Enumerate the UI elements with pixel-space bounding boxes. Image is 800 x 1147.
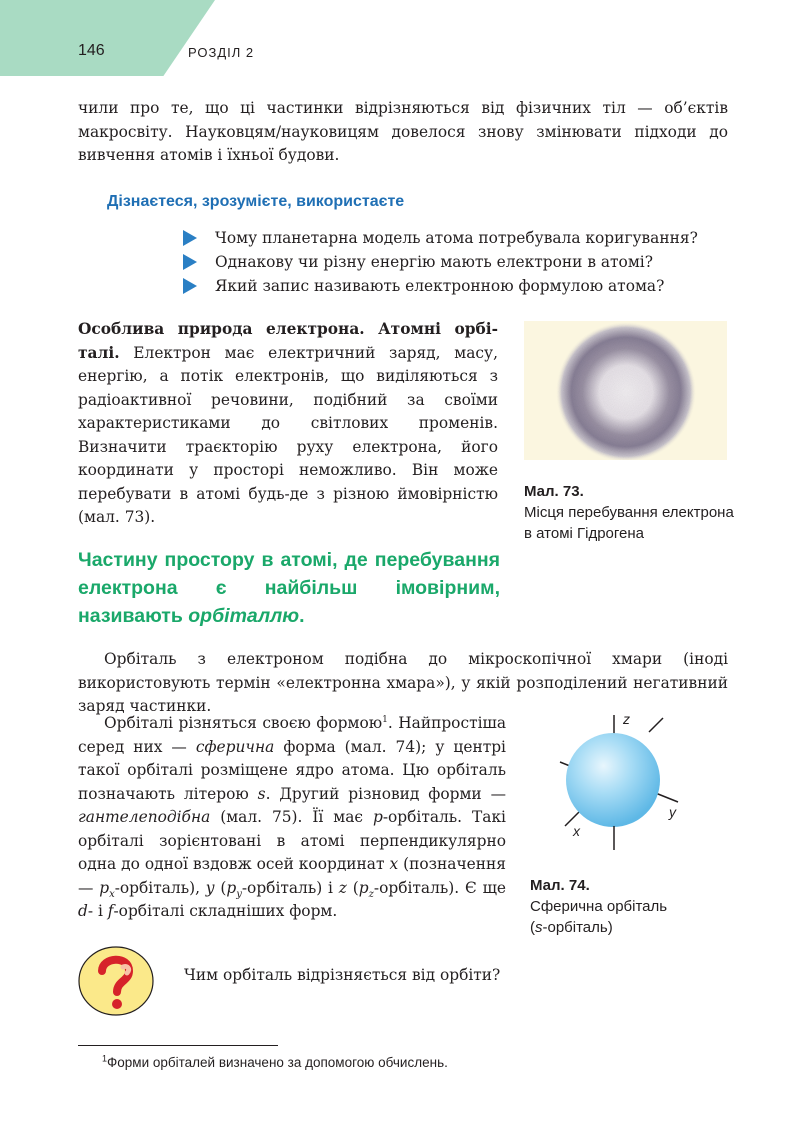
intro-paragraph: чили про те, що ці частинки відрізняються від фізичних тіл — об’єктів макросвіту. Науковцям/науковицям довелося знову змінювати підходи до вивчення атомів і їхньої будови.: [78, 99, 728, 164]
triangle-bullet-icon: [183, 230, 197, 246]
electron-paragraph: [78, 318, 498, 530]
orbital-paragraph-1: Орбіталь з електроном подібна до мікроскопічної хмари (іноді використовують термін «електронна хмара»), у якій розподілений негативний заряд частинки.: [78, 650, 728, 715]
figure-73-caption: [524, 481, 734, 544]
orbital-paragraph-2: Орбіталі різняться своєю формою$^1$. Найпростіша серед них — сферична форма (мал. 74); у центрі такої орбіталі розміщене ядро атома. Цю орбіталь позначають літерою s. Другий різновид форми — гантелеподібна (мал. 75). Її має p-орбіталь. Такі орбіталі зорієнтовані в атомі перпендикулярно одна до одної вздовж осей координат x (позначення — $p_x-орбіталь$), y $(p_y-орбіталь)$ і z $(p_z-орбіталь)$. Є ще d- і f-орбіталі складніших форм.: [78, 714, 506, 920]
learn-question-list: [183, 226, 743, 298]
footnote-divider: [78, 1045, 278, 1046]
figure-74-caption: [530, 875, 740, 938]
learn-question-text: Чому планетарна модель атома потребувала коригування?: [215, 229, 698, 247]
header-band: [0, 0, 215, 76]
figure-74-label: Мал. 74.: [530, 877, 590, 894]
learn-block-title: Дізнаєтеся, зрозумієте, використаєте: [107, 193, 405, 210]
figure-74-caption-line1: Сферична орбіталь: [530, 898, 668, 915]
electron-cloud-icon: [524, 321, 727, 460]
figure-73-label: Мал. 73.: [524, 483, 584, 500]
orbital-definition: [78, 546, 500, 630]
section-title: РОЗДІЛ 2: [188, 45, 255, 60]
definition-term: орбіталлю: [188, 605, 300, 627]
learn-question: [183, 274, 743, 298]
question-text: Чим орбіталь відрізняється від орбіти?: [184, 966, 501, 984]
question-mark-icon: [77, 945, 155, 1017]
axis-x-label: x: [573, 823, 580, 839]
learn-question-text: Який запис називають електронною формулою атома?: [215, 277, 665, 295]
footnote: [102, 1055, 448, 1070]
electron-section-text: Електрон має електричний заряд, масу, енергію, а потік електронів, що виділяються з радіоактивної речовини, подібний за своїми характеристиками до світлових променів. Визначити траєкторію руху електрона, його координати у просторі неможливо. Він може перебувати в атомі будь-де з різною ймовірністю (мал. 73).: [78, 343, 498, 526]
figure-73-electron-cloud: [524, 321, 727, 460]
axis-y-label: y: [669, 804, 676, 820]
footnote-mark: 1: [102, 1053, 108, 1064]
figure-73-caption-text: Місця перебування електрона в атомі Гідрогена: [524, 504, 734, 542]
definition-end: .: [299, 605, 305, 627]
page-number: 146: [78, 42, 105, 59]
electron-section-title: Особлива природа електрона. Атомні орбіталі.: [78, 320, 498, 362]
triangle-bullet-icon: [183, 254, 197, 270]
figure-74-caption-line2: (s-орбіталь): [530, 919, 613, 936]
footnote-text: Форми орбіталей визначено за допомогою обчислень.: [107, 1055, 448, 1070]
learn-question: [183, 250, 743, 274]
figure-74-s-orbital: [555, 710, 705, 850]
footnote-reference: 1: [382, 714, 388, 725]
axis-z-label: z: [623, 711, 630, 727]
definition-text: Частину простору в атомі, де перебування електрона є найбільш імовірним, називають: [78, 549, 500, 627]
learn-question: [183, 226, 743, 250]
learn-question-text: Однакову чи різну енергію мають електрони в атомі?: [215, 253, 653, 271]
triangle-bullet-icon: [183, 278, 197, 294]
